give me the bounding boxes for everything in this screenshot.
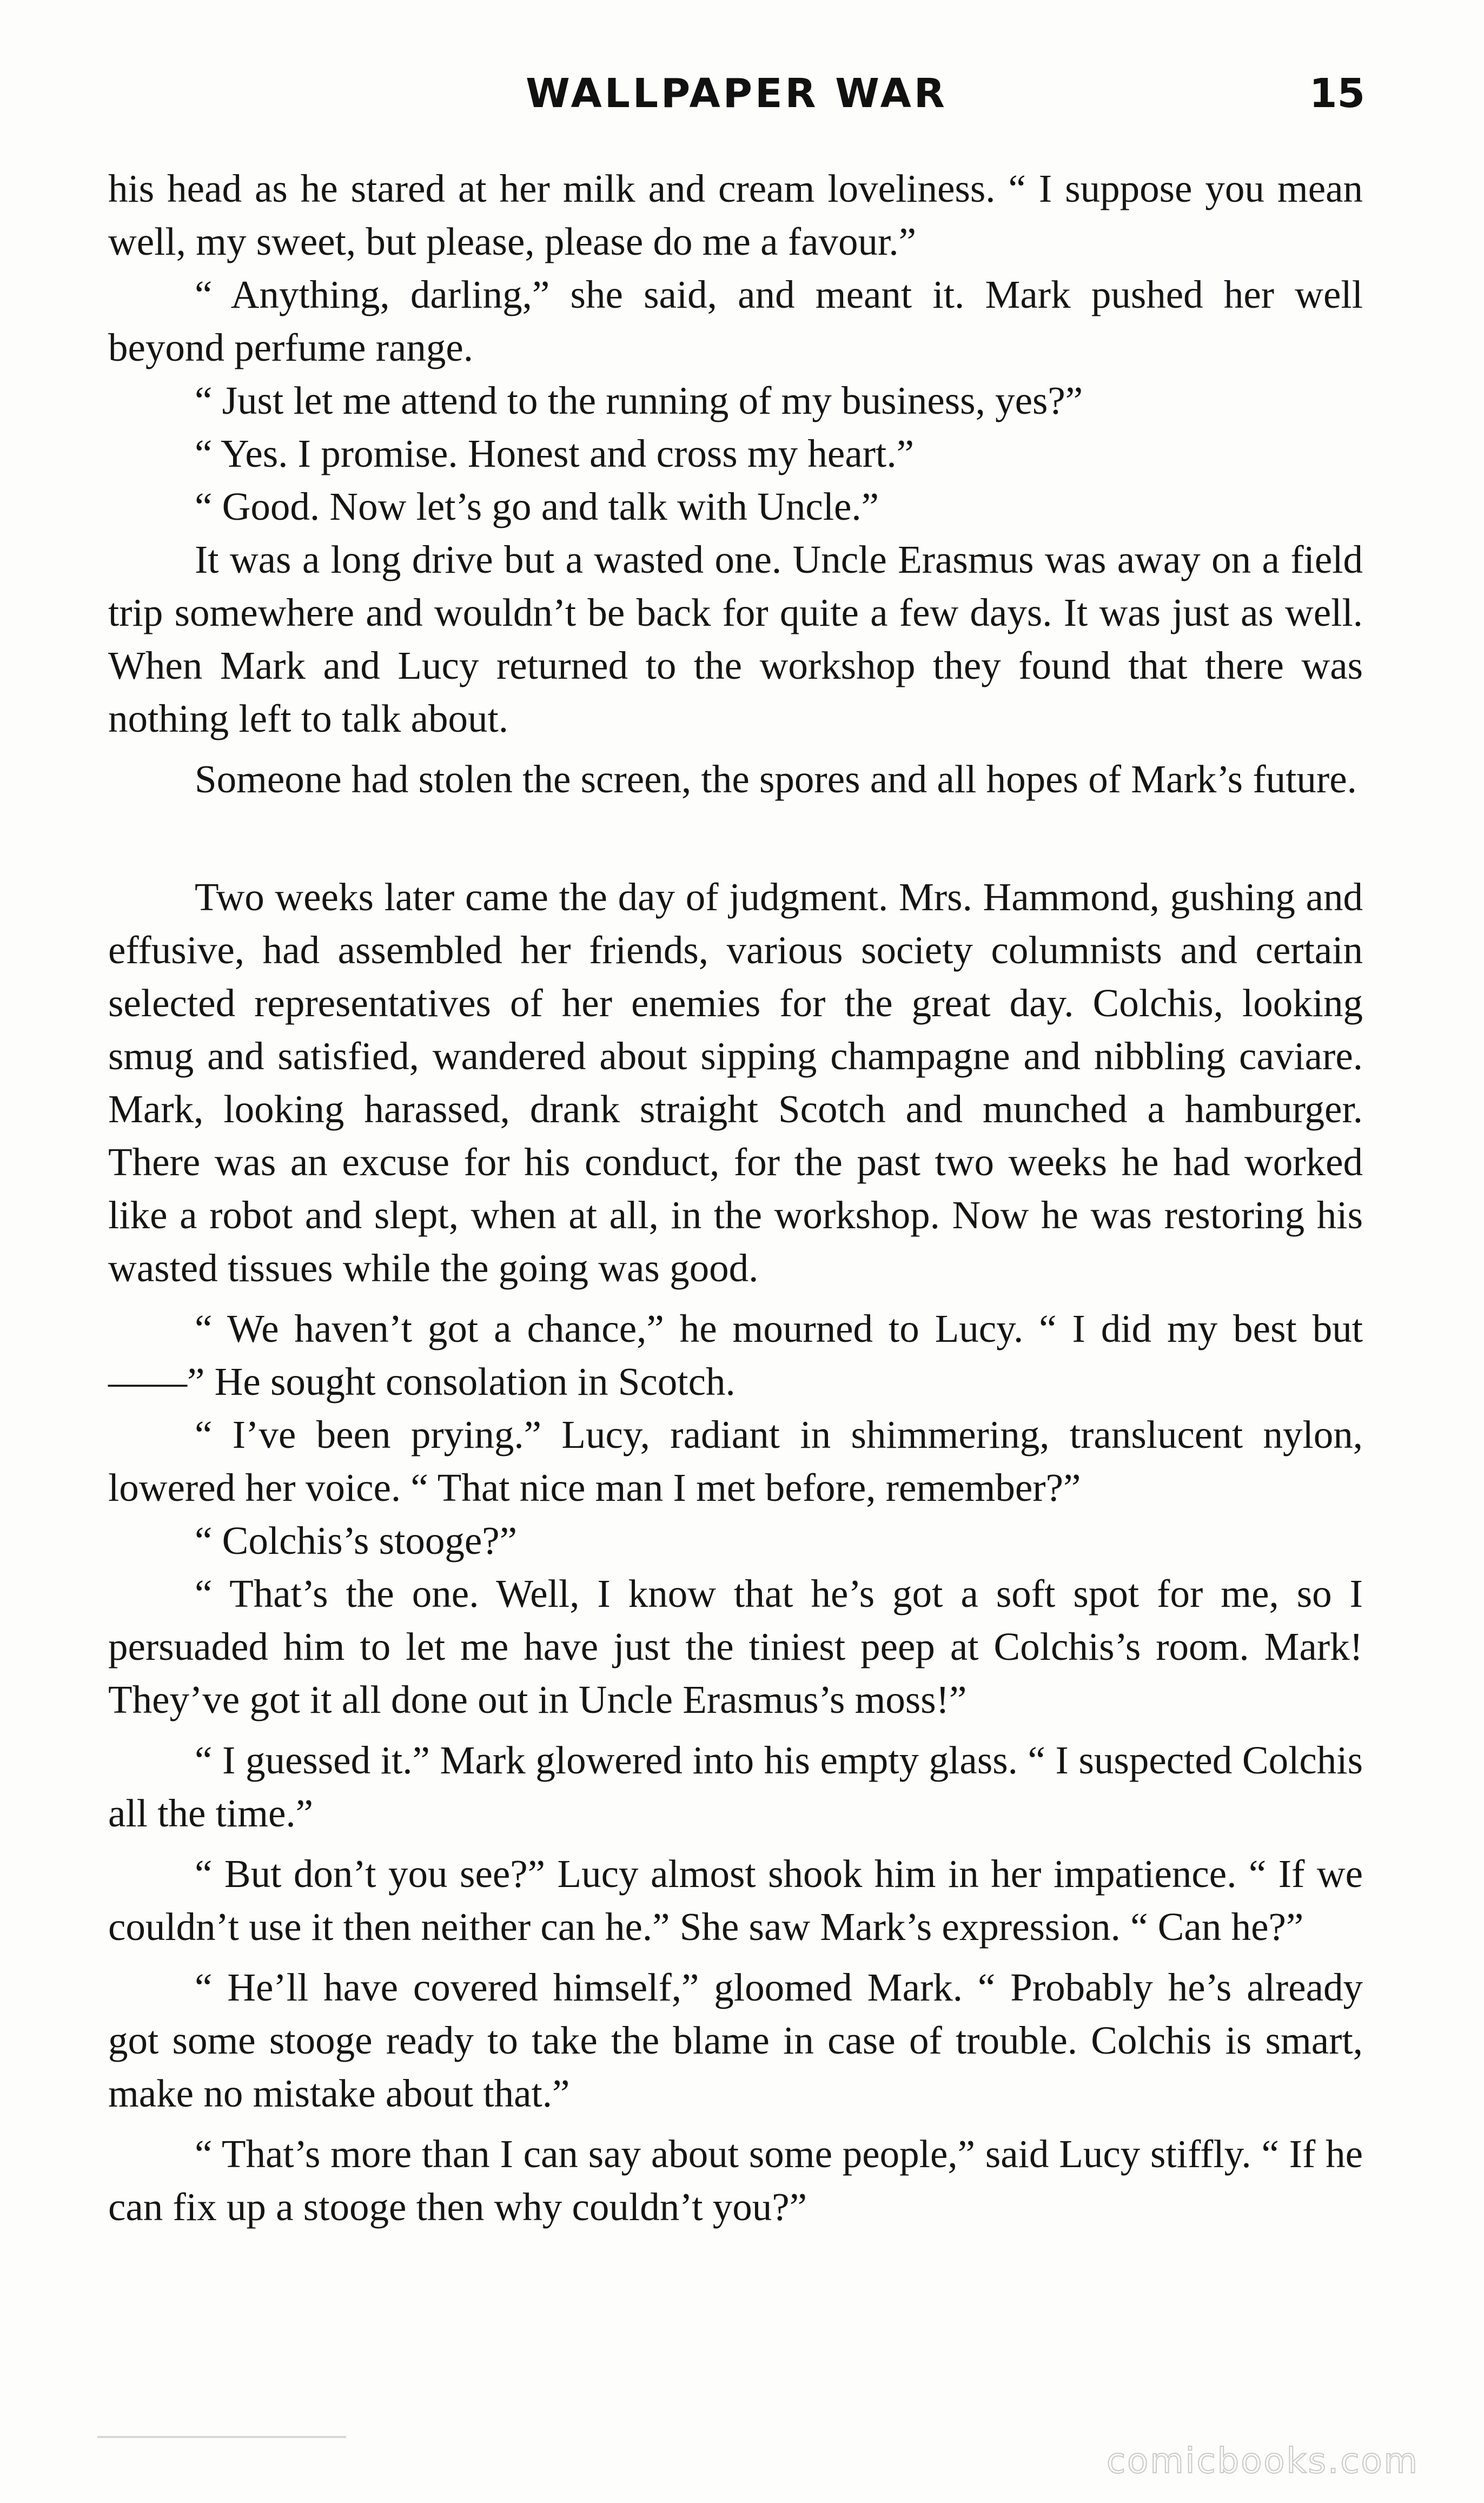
- paragraph-6: It was a long drive but a wasted one. Uncle Erasmus was away on a field trip somewhere and wouldn’t be back for quite a few days. It was just as well. When Mark and Lucy returned to the workshop they found that there was nothing left to talk about.: [108, 538, 1363, 740]
- paragraph-14: “ But don’t you see?” Lucy almost shook him in her impatience. “ If we couldn’t use it then neither can he.” She saw Mark’s expression. “ Can he?”: [108, 1852, 1363, 1949]
- section-break: [108, 806, 1363, 871]
- paragraph-5: “ Good. Now let’s go and talk with Uncle.”: [195, 485, 879, 528]
- paragraph-4: “ Yes. I promise. Honest and cross my heart.”: [195, 432, 914, 475]
- paragraph-7: Someone had stolen the screen, the spores and all hopes of Mark’s future.: [195, 757, 1357, 801]
- watermark-logo: comicbooks.com: [1106, 2441, 1419, 2481]
- paragraph-3: “ Just let me attend to the running of my business, yes?”: [195, 379, 1083, 422]
- page-header: [108, 70, 1365, 130]
- paragraph-11: “ Colchis’s stooge?”: [195, 1519, 518, 1562]
- body-text: [108, 162, 1363, 2234]
- paragraph-10: “ I’ve been prying.” Lucy, radiant in shimmering, translucent nylon, lowered her voice. “ That nice man I met before, remember?”: [108, 1413, 1363, 1509]
- paragraph-2: “ Anything, darling,” she said, and meant it. Mark pushed her well beyond perfume range.: [108, 273, 1363, 369]
- print-smudge: [97, 2436, 346, 2438]
- paragraph-13: “ I guessed it.” Mark glowered into his empty glass. “ I suspected Colchis all the time.”: [108, 1738, 1363, 1835]
- page-number: 15: [1309, 70, 1365, 117]
- paragraph-1: his head as he stared at her milk and cream loveliness. “ I suppose you mean well, my sweet, but please, please do me a favour.”: [108, 167, 1363, 263]
- paragraph-15: “ He’ll have covered himself,” gloomed Mark. “ Probably he’s already got some stooge ready to take the blame in case of trouble. Colchis is smart, make no mistake about that.”: [108, 1965, 1363, 2115]
- running-head: WALLPAPER WAR: [526, 70, 948, 117]
- paragraph-9: “ We haven’t got a chance,” he mourned to Lucy. “ I did my best but——” He sought consolation in Scotch.: [108, 1307, 1363, 1403]
- paragraph-8: Two weeks later came the day of judgment. Mrs. Hammond, gushing and effusive, had assembled her friends, various society columnists and certain selected representatives of her enemies for the great day. Colchis, looking smug and satisfied, wandered about sipping champagne and nibbling caviare. Mark, looking harassed, drank straight Scotch and munched a hamburger. There was an excuse for his conduct, for the past two weeks he had worked like a robot and slept, when at all, in the workshop. Now he was restoring his wasted tissues while the going was good.: [108, 875, 1363, 1290]
- paragraph-16: “ That’s more than I can say about some people,” said Lucy stiffly. “ If he can fix up a stooge then why couldn’t you?”: [108, 2132, 1363, 2229]
- paragraph-12: “ That’s the one. Well, I know that he’s got a soft spot for me, so I persuaded him to let me have just the tiniest peep at Colchis’s room. Mark! They’ve got it all done out in Uncle Erasmus’s moss!”: [108, 1572, 1363, 1721]
